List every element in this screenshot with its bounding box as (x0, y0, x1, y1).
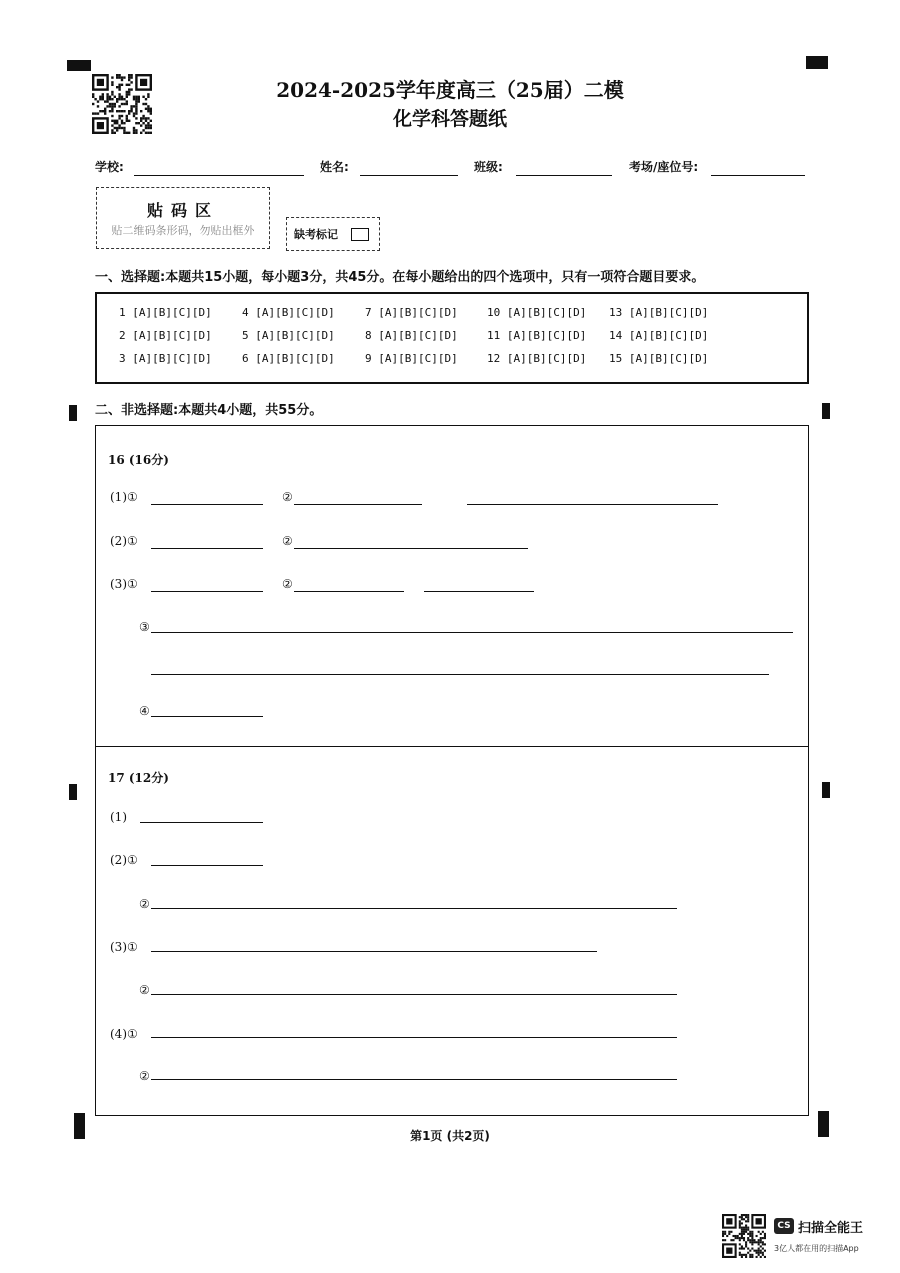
absent-mark-box (286, 217, 380, 251)
q17-part3-label: (3)① (110, 940, 138, 954)
q17-part3-label-b: ② (139, 983, 150, 997)
q16-part3-label-b: ② (282, 577, 293, 591)
mc-question-number: 9 (365, 352, 379, 365)
mc-question-number: 8 (365, 329, 379, 342)
q17-part3-answer1[interactable] (151, 951, 597, 952)
q17-part2-label-b: ② (139, 897, 150, 911)
mc-question-number: 10 (487, 306, 507, 319)
registration-mark-right-1 (822, 403, 830, 419)
q16-part1-answer3[interactable] (467, 504, 718, 505)
mc-question-number: 7 (365, 306, 379, 319)
barcode-area-note: 贴二维码条形码，勿贴出框外 (111, 224, 255, 237)
barcode-area (96, 187, 270, 249)
mc-question-number: 1 (119, 306, 133, 319)
barcode-area-title: 贴码区 (146, 201, 219, 220)
question-17-box (95, 745, 809, 1116)
q16-part3-answer1[interactable] (151, 591, 263, 592)
mc-question-3[interactable] (119, 352, 212, 365)
registration-mark-top-right (806, 56, 828, 69)
mc-options[interactable]: [A][B][C][D] (132, 352, 212, 365)
q17-part2-answer2[interactable] (151, 908, 677, 909)
absent-mark-checkbox[interactable] (351, 228, 369, 241)
mc-question-6[interactable] (242, 352, 335, 365)
mc-question-14[interactable] (609, 329, 708, 342)
mc-options[interactable]: [A][B][C][D] (255, 306, 335, 319)
q16-part3-answer3-line2[interactable] (151, 674, 769, 675)
mc-options[interactable]: [A][B][C][D] (132, 306, 212, 319)
scanner-app-name: 扫描全能王 (798, 1221, 864, 1236)
question-16-heading: 16 (16分) (108, 453, 169, 467)
mc-options[interactable]: [A][B][C][D] (506, 352, 587, 365)
name-label: 姓名: (320, 160, 349, 174)
exam-title: 2024-2025学年度高三（25届）二模 (276, 78, 624, 102)
question-16-box (95, 425, 809, 747)
q16-part3-label-c: ③ (139, 620, 150, 634)
sheet-title: 化学科答题纸 (392, 108, 507, 130)
q16-part3-label: (3)① (110, 577, 138, 591)
registration-mark-left-2 (69, 784, 77, 800)
q16-part3-answer2[interactable] (294, 591, 404, 592)
mc-options[interactable]: [A][B][C][D] (132, 329, 212, 342)
q17-part2-label: (2)① (110, 853, 138, 867)
q17-part4-answer1[interactable] (151, 1037, 677, 1038)
q16-part3-answer3-line1[interactable] (151, 632, 793, 633)
page-number: 第1页 (共2页) (410, 1129, 490, 1143)
mc-question-number: 6 (242, 352, 256, 365)
room-seat-label: 考场/座位号: (629, 160, 699, 174)
q16-part2-answer1[interactable] (151, 548, 263, 549)
q17-part4-label: (4)① (110, 1027, 138, 1041)
mc-question-number: 5 (242, 329, 256, 342)
mc-options[interactable]: [A][B][C][D] (628, 352, 709, 365)
mc-options[interactable]: [A][B][C][D] (378, 329, 458, 342)
q16-part2-label-b: ② (282, 534, 293, 548)
q16-part3-answer4[interactable] (151, 716, 263, 717)
mc-question-4[interactable] (242, 306, 335, 319)
class-label: 班级: (474, 160, 503, 174)
mc-question-number: 2 (119, 329, 133, 342)
scanner-logo: CS (774, 1218, 794, 1234)
mc-options[interactable]: [A][B][C][D] (506, 306, 587, 319)
mc-question-number: 3 (119, 352, 133, 365)
school-field[interactable] (134, 175, 304, 176)
multiple-choice-grid (95, 292, 809, 384)
mc-options[interactable]: [A][B][C][D] (506, 329, 587, 342)
q16-part3-answer2b[interactable] (424, 591, 534, 592)
q16-part1-label: (1)① (110, 490, 138, 504)
mc-options[interactable]: [A][B][C][D] (255, 329, 335, 342)
absent-mark-label: 缺考标记 (294, 228, 338, 241)
mc-question-7[interactable] (365, 306, 458, 319)
mc-question-8[interactable] (365, 329, 458, 342)
mc-options[interactable]: [A][B][C][D] (628, 306, 709, 319)
q16-part1-answer2[interactable] (294, 504, 422, 505)
mc-question-2[interactable] (119, 329, 212, 342)
q16-part1-label-b: ② (282, 490, 293, 504)
question-17-heading: 17 (12分) (108, 771, 169, 785)
school-label: 学校: (95, 160, 124, 174)
q16-part2-answer2[interactable] (294, 548, 528, 549)
qr-code-scanner (722, 1214, 766, 1258)
mc-options[interactable]: [A][B][C][D] (378, 306, 458, 319)
mc-options[interactable]: [A][B][C][D] (378, 352, 458, 365)
q17-part3-answer2[interactable] (151, 994, 677, 995)
mc-question-number: 14 (609, 329, 629, 342)
registration-mark-left-1 (69, 405, 77, 421)
room-seat-field[interactable] (711, 175, 805, 176)
mc-options[interactable]: [A][B][C][D] (628, 329, 709, 342)
q16-part1-answer1[interactable] (151, 504, 263, 505)
section1-heading: 一、选择题:本题共15小题，每小题3分，共45分。在每小题给出的四个选项中，只有一项符合题目要求。 (95, 270, 705, 285)
mc-question-11[interactable] (487, 329, 586, 342)
mc-question-number: 15 (609, 352, 629, 365)
q17-part4-answer2[interactable] (151, 1079, 677, 1080)
mc-question-12[interactable] (487, 352, 586, 365)
mc-question-15[interactable] (609, 352, 708, 365)
mc-options[interactable]: [A][B][C][D] (255, 352, 335, 365)
mc-question-9[interactable] (365, 352, 458, 365)
class-field[interactable] (516, 175, 612, 176)
scanner-slogan: 3亿人都在用的扫描App (774, 1244, 859, 1253)
q16-part3-label-d: ④ (139, 704, 150, 718)
q17-part1-label: (1) (110, 810, 127, 824)
q17-part1-answer[interactable] (140, 822, 263, 823)
mc-question-5[interactable] (242, 329, 335, 342)
mc-question-number: 13 (609, 306, 629, 319)
mc-question-1[interactable] (119, 306, 212, 319)
mc-question-number: 4 (242, 306, 256, 319)
mc-question-number: 11 (487, 329, 507, 342)
section2-heading: 二、非选择题:本题共4小题，共55分。 (95, 403, 323, 418)
q16-part2-label: (2)① (110, 534, 138, 548)
mc-question-13[interactable] (609, 306, 708, 319)
mc-question-10[interactable] (487, 306, 586, 319)
registration-mark-right-2 (822, 782, 830, 798)
registration-mark-top-left (67, 60, 91, 71)
mc-question-number: 12 (487, 352, 507, 365)
name-field[interactable] (360, 175, 458, 176)
q17-part4-label-b: ② (139, 1069, 150, 1083)
q17-part2-answer1[interactable] (151, 865, 263, 866)
